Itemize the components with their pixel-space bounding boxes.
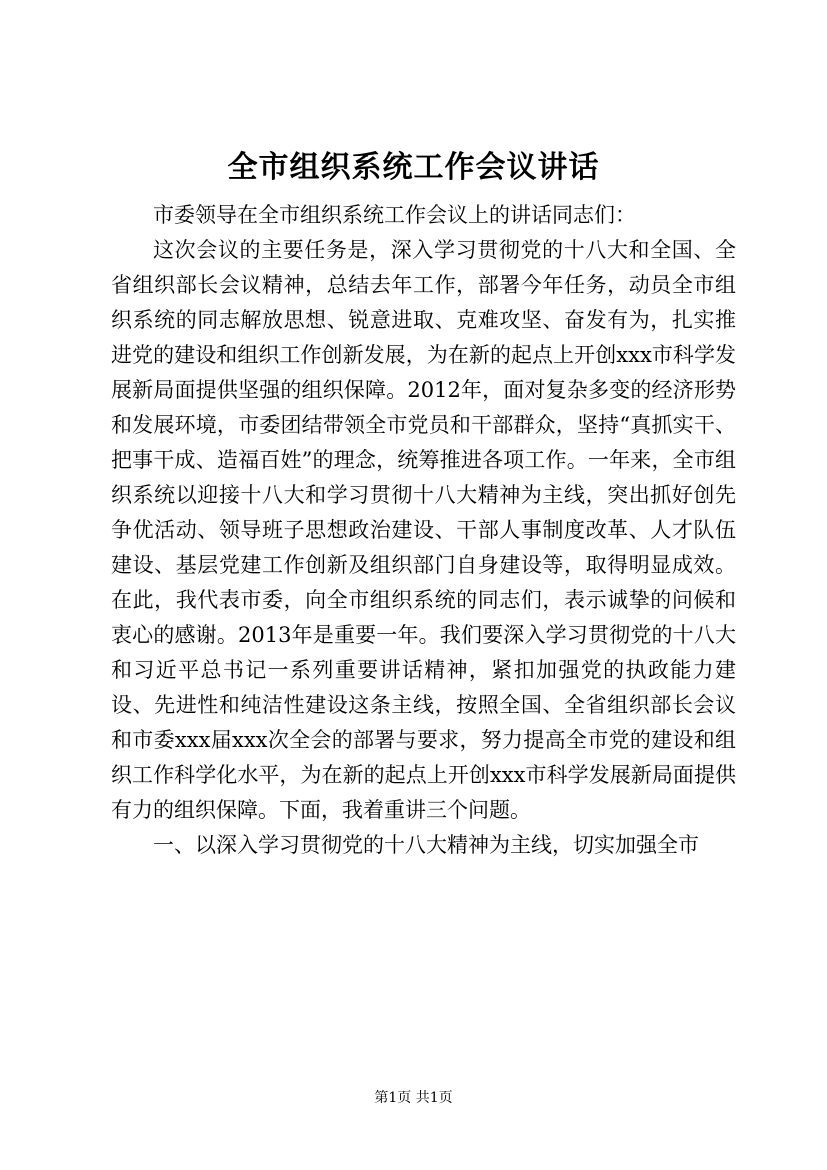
paragraph-section-one: 一、以深入学习贯彻党的十八大精神为主线，切实加强全市 <box>153 833 699 857</box>
document-title: 全市组织系统工作会议讲话 <box>227 150 600 185</box>
paragraph-main: 这次会议的主要任务是，深入学习贯彻党的十八大和全国、全省组织部长会议精神，总结去年工作，部署今年任务，动员全市组织系统的同志解放思想、锐意进取、克难攻坚、奋发有为，扎实推进党的建设和组织工作创新发展，为在新的起点上开创xxx市科学发展新局面提供坚强的组织保障。2012年，面对复杂多变的经济形势和发展环境，市委团结带领全市党员和干部群众，坚持“真抓实干、把事干成、造福百姓”的理念，统筹推进各项工作。一年来，全市组织系统以迎接十八大和学习贯彻十八大精神为主线，突出抓好创先争优活动、领导班子思想政治建设、干部人事制度改革、人才队伍建设、基层党建工作创新及组织部门自身建设等，取得明显成效。在此，我代表市委，向全市组织系统的同志们，表示诚挚的问候和衷心的感谢。2013年是重要一年。我们要深入学习贯彻党的十八大和习近平总书记一系列重要讲话精神，紧扣加强党的执政能力建设、先进性和纯洁性建设这条主线，按照全国、全省组织部长会议和市委xxx届xxx次全会的部署与要求，努力提高全市党的建设和组织工作科学化水平，为在新的起点上开创xxx市科学发展新局面提供有力的组织保障。下面，我着重讲三个问题。 <box>111 238 736 822</box>
document-body <box>111 198 736 863</box>
page-footer: 第1页 共1页 <box>374 1090 453 1106</box>
paragraph-greeting: 市委领导在全市组织系统工作会议上的讲话同志们： <box>153 203 636 227</box>
